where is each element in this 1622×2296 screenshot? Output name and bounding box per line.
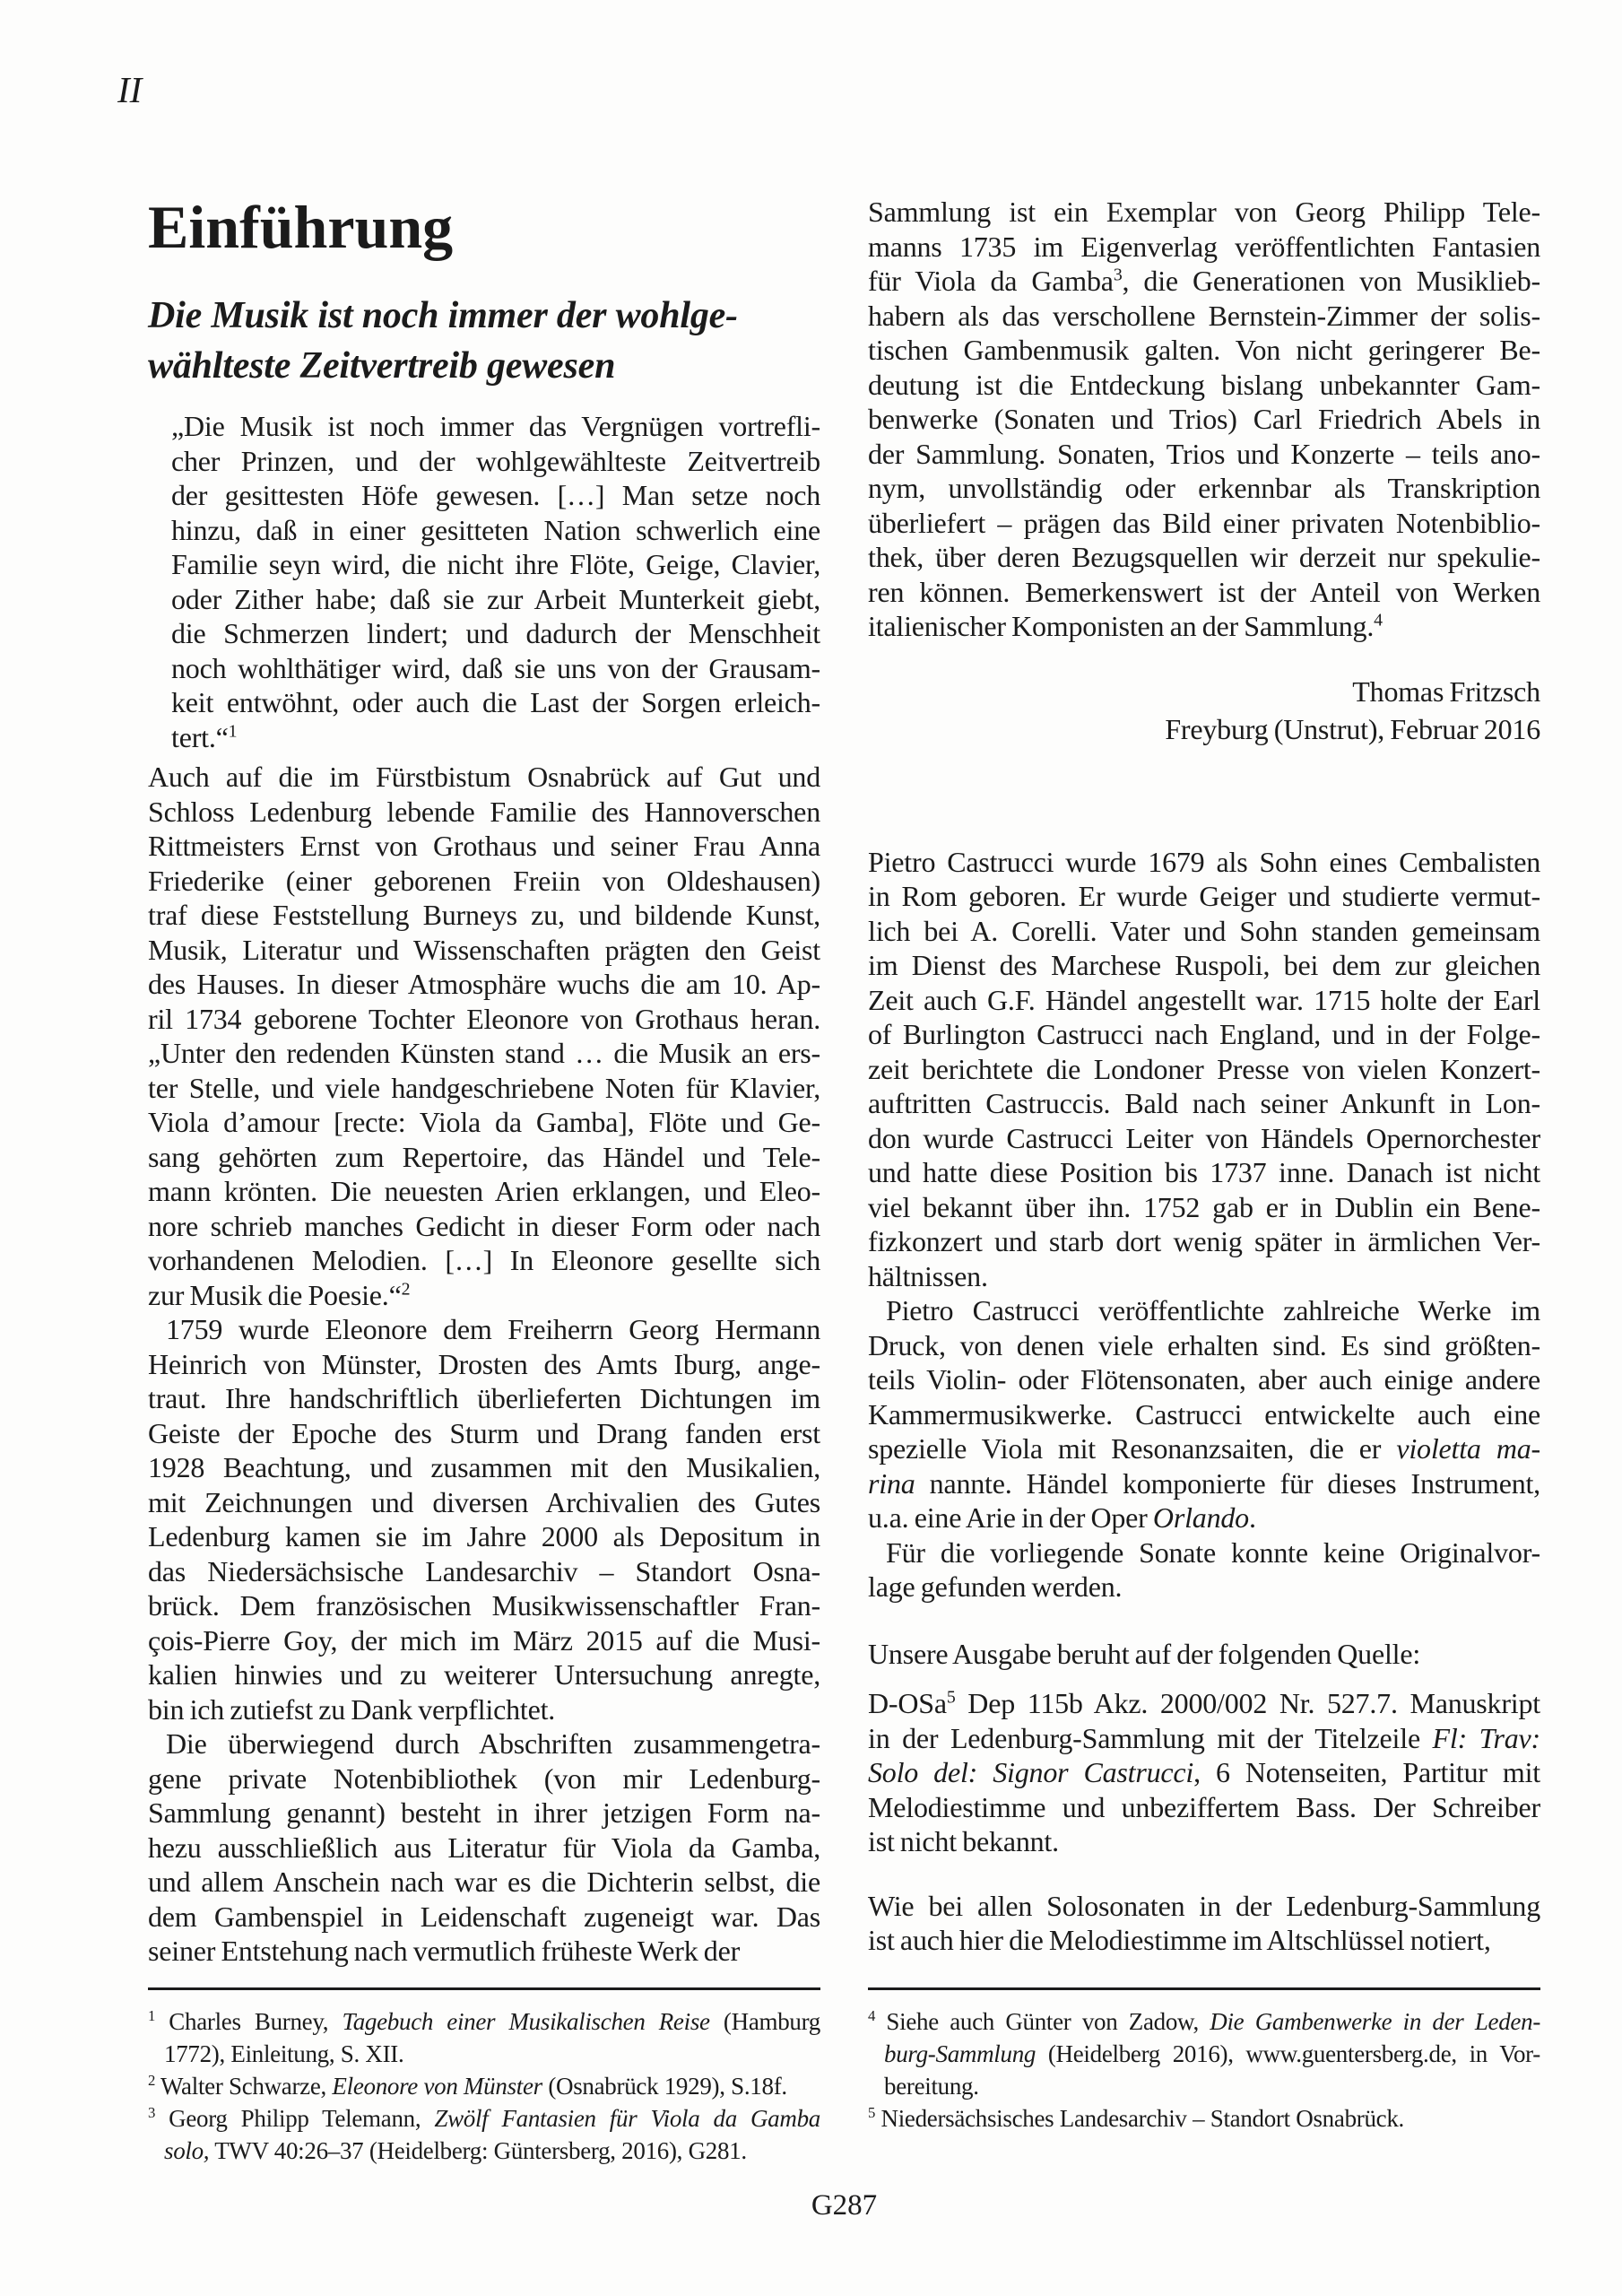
- signature-block: Thomas Fritzsch Freyburg (Unstrut), Februar 2016: [1165, 674, 1540, 745]
- paragraph-notenbibliothek: Die überwiegend durch Abschriften zusammengetra- gene private Notenbibliothek (von mir Ledenburg- Sammlung genannt) besteht in ihrer jetzigen Form na- hezu ausschließlich aus Literatur für Viola da Gamba, und allem Anschein nach war es die Dichterin selbst, die dem Gambenspiel in Leidenschaft zugeneigt war. Das seiner Entstehung nach vermutlich früheste Werk der: [148, 1727, 820, 1967]
- footnote-4: $^4$ Siehe auch Günter von Zadow, Die Gambenwerke in der Leden- burg-Sammlung (Heidelberg 2016), www.guentersberg.de, in Vor- bereitung.: [868, 2007, 1541, 2100]
- paragraph-source-intro: Unsere Ausgabe beruht auf der folgenden Quelle:: [868, 1637, 1421, 1670]
- footnotes-right: [868, 1987, 1540, 2135]
- paragraph-eleonore-marriage: 1759 wurde Eleonore dem Freiherrn Georg Hermann Heinrich von Münster, Drosten des Amts Iburg, ange- traut. Ihre handschriftlich überlieferten Dichtungen im Geiste der Epoche des Sturm und Drang fanden erst 1928 Beachtung, und zusammen mit den Musikalien, mit Zeichnungen und diversen Archivalien des Gutes Ledenburg kamen sie im Jahre 2000 als Depositum in das Niedersächsische Landesarchiv – Standort Osna- brück. Dem französischen Musikwissenschaftler Fran- çois-Pierre Goy, der mich im März 2015 auf die Musi- kalien hinwies und zu weiterer Untersuchung anregte, bin ich zutiefst zu Dank verpflichtet.: [148, 1313, 820, 1726]
- paragraph-source-description: D-OSa$^5$ Dep 115b Akz. 2000/002 Nr. 527.7. Manuskript in der Ledenburg-Sammlung mit der Titelzeile Fl: Trav: Solo del: Signor Castrucci, 6 Notenseiten, Partitur mit Melodiestimme und unbeziffertem Bass. Der Schreiber ist nicht bekannt.: [868, 1687, 1540, 1857]
- left-column: [148, 190, 820, 1969]
- footnote-5: $^5$ Niedersächsisches Landesarchiv – Standort Osnabrück.: [868, 2104, 1404, 2132]
- paragraph-notation-note: Wie bei allen Solosonaten in der Ledenburg-Sammlung ist auch hier die Melodiestimme im Altschlüssel notiert,: [868, 1889, 1540, 1956]
- footnote-3: $^3$ Georg Philipp Telemann, Zwölf Fantasien für Viola da Gamba solo, TWV 40:26–37 (Heidelberg: Güntersberg, 2016), G281.: [148, 2104, 820, 2164]
- opening-quote: „Die Musik ist noch immer das Vergnügen vortrefli- cher Prinzen, und der wohlgewählteste Zeitvertreib der gesittesten Höfe gewesen. […] Man setze noch hinzu, daß in einer gesitteten Nation schwerlich eine Familie seyn wird, die nicht ihre Flöte, Geige, Clavier, oder Zither habe; daß sie zur Arbeit Munterkeit giebt, die Schmerzen lindert; und dadurch der Menschheit noch wohlthätiger wird, daß sie uns von der Grausam- keit entwöhnt, oder auch die Last der Sorgen erleich- tert.“$^1$: [171, 410, 820, 753]
- footnotes-left: [148, 1987, 820, 2167]
- paragraph-grothaus-family: Auch auf die im Fürstbistum Osnabrück auf Gut und Schloss Ledenburg lebende Familie des Hannoverschen Rittmeisters Ernst von Grothaus und seiner Frau Anna Friederike (einer geborenen Freiin von Oldeshausen) traf diese Feststellung Burneys zu, und bildende Kunst, Musik, Literatur und Wissenschaften prägten den Geist des Hauses. In dieser Atmosphäre wuchs die am 10. Ap- ril 1734 geborene Tochter Eleonore von Grothaus heran. „Unter den redenden Künsten stand … die Musik an ers- ter Stelle, und viele handgeschriebene Noten für Klavier, Viola d’amour [recte: Viola da Gamba], Flöte und Ge- sang gehörten zum Repertoire, das Händel und Tele- mann krönten. Die neuesten Arien erklangen, und Eleo- nore schrieb manches Gedicht in dieser Form oder nach vorhandenen Melodien. […] In Eleonore gesellte sich zur Musik die Poesie.“$^2$: [148, 761, 820, 1311]
- footnote-2: $^2$ Walter Schwarze, Eleonore von Münster (Osnabrück 1929), S.18f.: [148, 2072, 787, 2100]
- page-number: II: [117, 69, 143, 110]
- section-subtitle: Die Musik ist noch immer der wohlge- wählteste Zeitvertreib gewesen: [148, 295, 738, 387]
- paragraph-sonata-original: Für die vorliegende Sonate konnte keine Originalvor- lage gefunden werden.: [868, 1535, 1540, 1603]
- section-title: Einführung: [148, 193, 454, 261]
- paragraph-castrucci-biography: Pietro Castrucci wurde 1679 als Sohn eines Cembalisten in Rom geboren. Er wurde Geiger und studierte vermut- lich bei A. Corelli. Vater und Sohn standen gemeinsam im Dienst des Marchese Ruspoli, bei dem zur gleichen Zeit auch G.F. Händel angestellt war. 1715 holte der Earl of Burlington Castrucci nach England, und in der Folge- zeit berichtete die Londoner Presse von vielen Konzert- auftritten Castruccis. Bald nach seiner Ankunft in Lon- don wurde Castrucci Leiter von Händels Opernorchester und hatte diese Position bis 1737 inne. Danach ist nicht viel bekannt über ihn. 1752 gab er in Dublin ein Bene- fizkonzert und starb dort wenig später in ärmlichen Ver- hältnissen.: [868, 845, 1540, 1292]
- right-column: [868, 195, 1540, 1958]
- paragraph-castrucci-works: Pietro Castrucci veröffentlichte zahlreiche Werke im Druck, von denen viele erhalten sind. Es sind größten- teils Violin- oder Flötensonaten, aber auch einige andere Kammermusikwerke. Castrucci entwickelte auch eine spezielle Viola mit Resonanzsaiten, die er violetta ma- rina nannte. Händel komponierte für dieses Instrument, u.a. eine Arie in der Oper Orlando.: [868, 1294, 1540, 1534]
- footnote-1: $^1$ Charles Burney, Tagebuch einer Musikalischen Reise (Hamburg 1772), Einleitung, S. XII.: [148, 2007, 821, 2067]
- paragraph-collection-continuation: Sammlung ist ein Exemplar von Georg Philipp Tele- manns 1735 im Eigenverlag veröffentlichten Fantasien für Viola da Gamba$^3$, die Generationen von Musiklieb- habern als das verschollene Bernstein-Zimmer der solis- tischen Gambenmusik galten. Von nicht geringerer Be- deutung ist die Entdeckung bislang unbekannter Gam- benwerke (Sonaten und Trios) Carl Friedrich Abels in der Sammlung. Sonaten, Trios und Konzerte – teils ano- nym, unvollständig oder erkennbar als Transkription überliefert – prägen das Bild einer privaten Notenbiblio- thek, über deren Bezugsquellen wir derzeit nur spekulie- ren können. Bemerkenswert ist der Anteil von Werken italienischer Komponisten an der Sammlung.$^4$: [868, 196, 1541, 642]
- edition-number: G287: [811, 2189, 878, 2222]
